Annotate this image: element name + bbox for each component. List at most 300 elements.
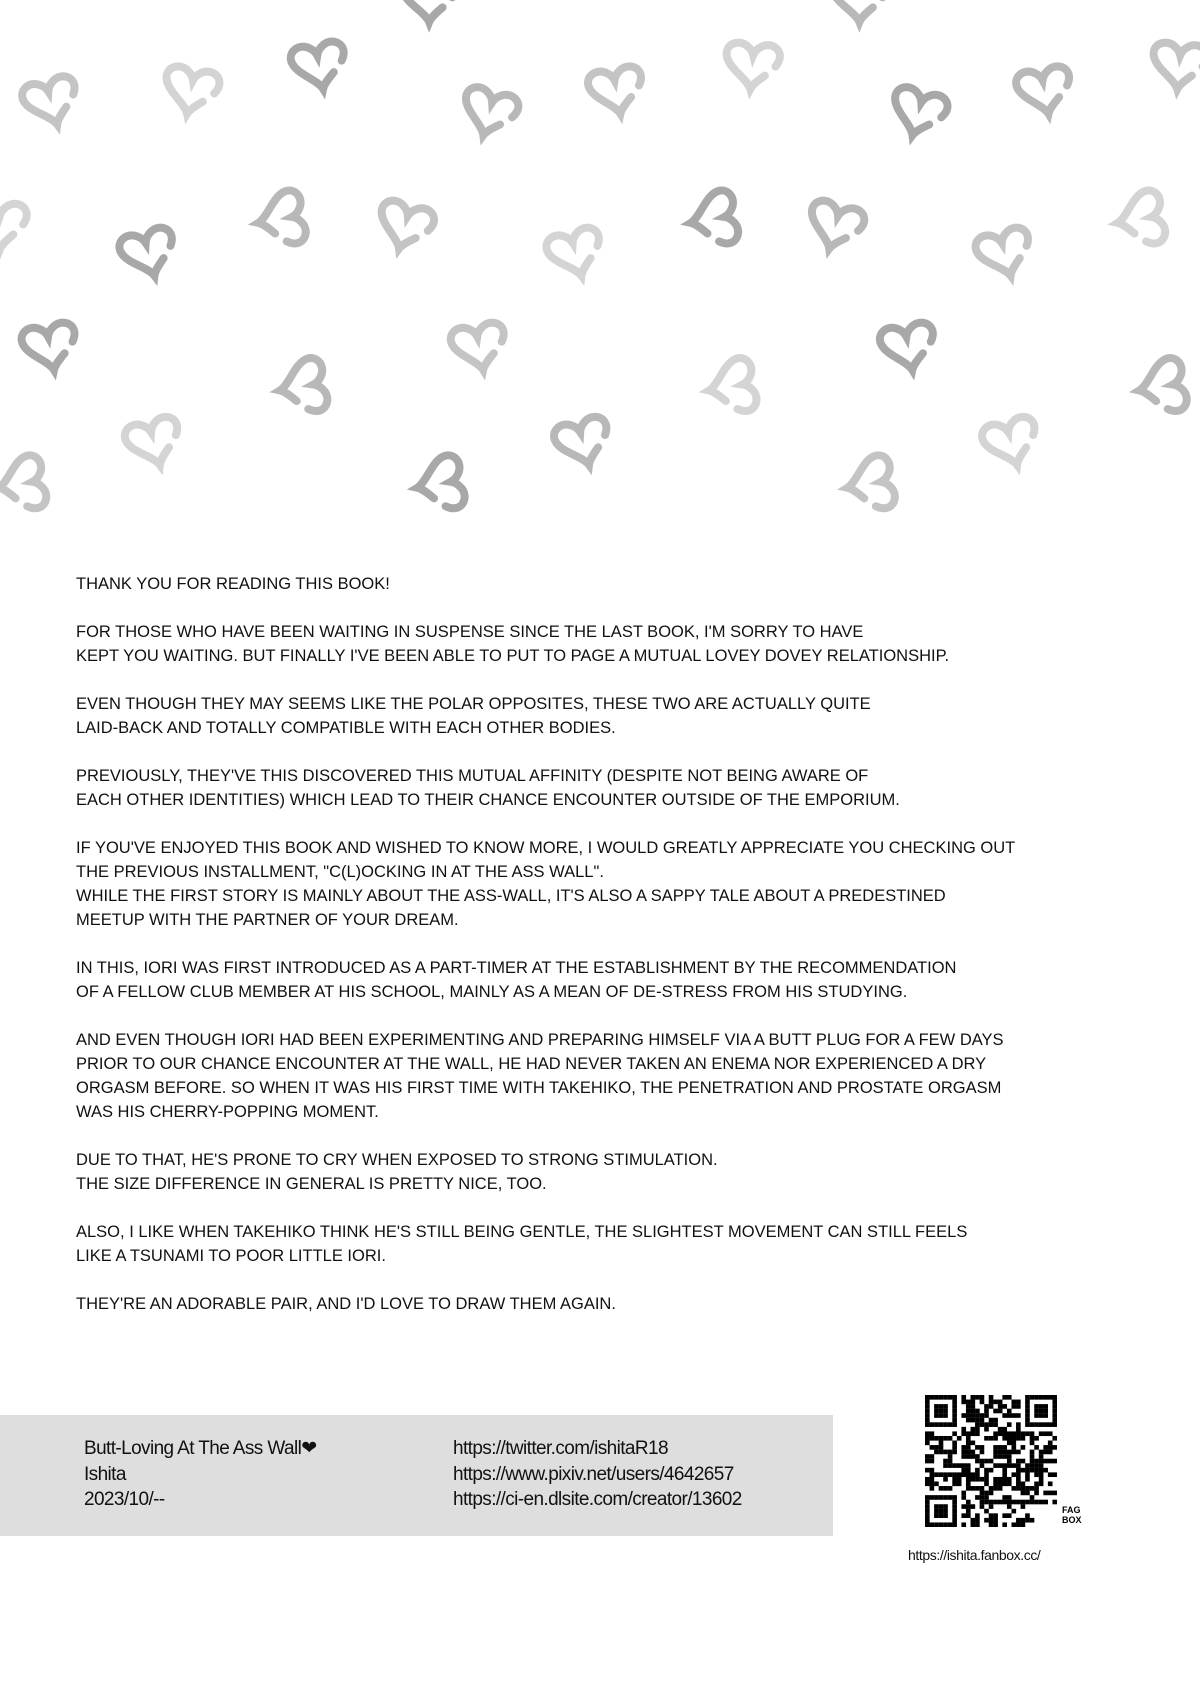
- qr-module: [975, 1445, 980, 1450]
- qr-module: [1011, 1522, 1016, 1527]
- qr-module: [925, 1468, 930, 1473]
- qr-module: [943, 1504, 948, 1509]
- qr-module: [1011, 1500, 1016, 1505]
- qr-module: [998, 1400, 1003, 1405]
- heart-icon: [980, 414, 1043, 472]
- qr-module: [1034, 1409, 1039, 1414]
- heart-icon: [973, 225, 1036, 283]
- qr-module: [925, 1431, 930, 1436]
- qr-module: [930, 1395, 935, 1400]
- qr-module: [966, 1436, 971, 1441]
- qr-module: [966, 1513, 971, 1518]
- qr-module: [952, 1445, 957, 1450]
- qr-module: [989, 1418, 994, 1423]
- qr-module: [993, 1522, 998, 1527]
- qr-module: [930, 1495, 935, 1500]
- qr-module: [1016, 1450, 1021, 1455]
- qr-module: [984, 1409, 989, 1414]
- qr-module: [961, 1513, 966, 1518]
- qr-module: [952, 1404, 957, 1409]
- qr-module: [961, 1522, 966, 1527]
- qr-module: [925, 1518, 930, 1523]
- qr-module: [1048, 1450, 1053, 1455]
- qr-module: [1034, 1468, 1039, 1473]
- qr-module: [966, 1450, 971, 1455]
- qr-module: [957, 1481, 962, 1486]
- qr-module: [989, 1491, 994, 1496]
- qr-module: [925, 1400, 930, 1405]
- heart-icon: [1135, 356, 1189, 416]
- qr-module: [1016, 1427, 1021, 1432]
- qr-module: [966, 1431, 971, 1436]
- qr-module: [952, 1422, 957, 1427]
- qr-label-line: BOX: [1062, 1515, 1082, 1525]
- qr-module: [939, 1409, 944, 1414]
- qr-module: [993, 1500, 998, 1505]
- qr-module: [993, 1422, 998, 1427]
- qr-module: [998, 1427, 1003, 1432]
- qr-module: [975, 1422, 980, 1427]
- qr-module: [998, 1404, 1003, 1409]
- publish-date: 2023/10/--: [84, 1489, 165, 1510]
- qr-module: [925, 1422, 930, 1427]
- heart-icon: [402, 0, 455, 22]
- qr-module: [948, 1436, 953, 1441]
- qr-module: [1039, 1422, 1044, 1427]
- qr-module: [943, 1413, 948, 1418]
- qr-module: [961, 1427, 966, 1432]
- qr-module: [971, 1504, 976, 1509]
- afterword-text: [76, 572, 1196, 1340]
- qr-module: [934, 1395, 939, 1400]
- qr-module: [1052, 1404, 1057, 1409]
- qr-module: [998, 1450, 1003, 1455]
- qr-module: [934, 1422, 939, 1427]
- qr-module: [971, 1472, 976, 1477]
- qr-module: [971, 1518, 976, 1523]
- qr-module: [975, 1454, 980, 1459]
- qr-module: [939, 1486, 944, 1491]
- paragraph: THANK YOU FOR READING THIS BOOK!: [76, 575, 390, 593]
- qr-module: [1021, 1500, 1026, 1505]
- qr-module: [1025, 1409, 1030, 1414]
- qr-module: [925, 1418, 930, 1423]
- qr-module: [1030, 1454, 1035, 1459]
- qr-module: [993, 1463, 998, 1468]
- heart-icon: [254, 189, 308, 249]
- qr-module: [1048, 1459, 1053, 1464]
- qr-module: [993, 1409, 998, 1414]
- qr-module: [984, 1472, 989, 1477]
- qr-module: [1002, 1404, 1007, 1409]
- qr-module: [952, 1504, 957, 1509]
- qr-module: [984, 1427, 989, 1432]
- qr-module: [975, 1486, 980, 1491]
- qr-module: [975, 1418, 980, 1423]
- qr-module: [971, 1409, 976, 1414]
- qr-module: [1039, 1431, 1044, 1436]
- qr-module: [930, 1486, 935, 1491]
- heart-icon: [122, 414, 185, 472]
- qr-module: [934, 1404, 939, 1409]
- qr-module: [1016, 1459, 1021, 1464]
- qr-module: [1011, 1450, 1016, 1455]
- qr-module: [998, 1454, 1003, 1459]
- qr-module: [961, 1463, 966, 1468]
- qr-module: [948, 1522, 953, 1527]
- qr-module: [1011, 1413, 1016, 1418]
- qr-module: [1002, 1513, 1007, 1518]
- qr-module: [966, 1486, 971, 1491]
- qr-module: [1002, 1468, 1007, 1473]
- paragraph: DUE TO THAT, HE'S PRONE TO CRY WHEN EXPOSED TO STRONG STIMULATION. THE SIZE DIFFERENCE IN GENERAL IS PRETTY NICE, TOO.: [76, 1151, 718, 1193]
- qr-module: [930, 1522, 935, 1527]
- qr-module: [1052, 1472, 1057, 1477]
- qr-module: [939, 1504, 944, 1509]
- qr-module: [1002, 1477, 1007, 1482]
- qr-module: [957, 1477, 962, 1482]
- paragraph: IN THIS, IORI WAS FIRST INTRODUCED AS A PART-TIMER AT THE ESTABLISHMENT BY THE RECOMMENDATION OF A FELLOW CLUB MEMBER AT HIS SCHOOL, MAINLY AS A MEAN OF DE-STRESS FROM HIS STUDYING.: [76, 959, 957, 1001]
- qr-module: [1043, 1395, 1048, 1400]
- qr-module: [975, 1518, 980, 1523]
- fanbox-link[interactable]: https://ishita.fanbox.cc/: [908, 1547, 1041, 1563]
- qr-module: [980, 1477, 985, 1482]
- qr-module: [943, 1404, 948, 1409]
- qr-module: [980, 1495, 985, 1500]
- qr-module: [1039, 1454, 1044, 1459]
- qr-module: [934, 1504, 939, 1509]
- qr-module: [1048, 1445, 1053, 1450]
- qr-module: [943, 1459, 948, 1464]
- heart-icon: [803, 198, 866, 256]
- qr-module: [1048, 1481, 1053, 1486]
- qr-module: [1025, 1486, 1030, 1491]
- qr-module: [975, 1468, 980, 1473]
- heart-icon: [117, 225, 180, 283]
- qr-module: [1007, 1500, 1012, 1505]
- qr-module: [1048, 1422, 1053, 1427]
- qr-module: [961, 1495, 966, 1500]
- qr-module: [1021, 1445, 1026, 1450]
- heart-icon: [544, 225, 607, 283]
- ci-en-link[interactable]: https://ci-en.dlsite.com/creator/13602: [453, 1489, 742, 1510]
- qr-module: [961, 1468, 966, 1473]
- qr-module: [1021, 1522, 1026, 1527]
- qr-module: [989, 1468, 994, 1473]
- qr-module: [1002, 1472, 1007, 1477]
- qr-module: [980, 1463, 985, 1468]
- qr-module: [1043, 1404, 1048, 1409]
- qr-module: [925, 1495, 930, 1500]
- qr-module: [966, 1418, 971, 1423]
- qr-module: [1007, 1454, 1012, 1459]
- qr-module: [925, 1404, 930, 1409]
- qr-module: [1039, 1404, 1044, 1409]
- qr-module: [989, 1500, 994, 1505]
- qr-module: [993, 1400, 998, 1405]
- qr-module: [980, 1486, 985, 1491]
- qr-module: [966, 1413, 971, 1418]
- qr-module: [980, 1459, 985, 1464]
- qr-module: [998, 1481, 1003, 1486]
- qr-module: [1007, 1431, 1012, 1436]
- qr-module: [980, 1450, 985, 1455]
- heart-icon: [1113, 189, 1167, 249]
- qr-module: [1011, 1509, 1016, 1514]
- qr-module: [984, 1509, 989, 1514]
- qr-module: [1011, 1404, 1016, 1409]
- heart-icon: [0, 204, 27, 249]
- qr-module: [943, 1509, 948, 1514]
- qr-module: [1052, 1422, 1057, 1427]
- qr-module: [1052, 1436, 1057, 1441]
- qr-module: [961, 1491, 966, 1496]
- qr-module: [1030, 1459, 1035, 1464]
- qr-module: [984, 1518, 989, 1523]
- qr-module: [971, 1427, 976, 1432]
- qr-module: [998, 1409, 1003, 1414]
- qr-module: [930, 1459, 935, 1464]
- qr-module: [948, 1454, 953, 1459]
- twitter-link[interactable]: https://twitter.com/ishitaR18: [453, 1438, 668, 1459]
- qr-module: [989, 1400, 994, 1405]
- qr-module: [939, 1404, 944, 1409]
- qr-module: [925, 1454, 930, 1459]
- qr-module: [1007, 1422, 1012, 1427]
- qr-module: [1025, 1477, 1030, 1482]
- qr-module: [984, 1404, 989, 1409]
- qr-module: [993, 1486, 998, 1491]
- qr-module: [971, 1404, 976, 1409]
- qr-module: [1034, 1463, 1039, 1468]
- qr-module: [948, 1472, 953, 1477]
- qr-module: [1043, 1459, 1048, 1464]
- heart-pattern-background: [0, 0, 1200, 520]
- qr-module: [1021, 1436, 1026, 1441]
- qr-module: [1025, 1395, 1030, 1400]
- pixiv-link[interactable]: https://www.pixiv.net/users/4642657: [453, 1463, 734, 1485]
- qr-module: [939, 1436, 944, 1441]
- qr-module: [966, 1400, 971, 1405]
- qr-module: [1025, 1513, 1030, 1518]
- qr-module: [930, 1472, 935, 1477]
- qr-module: [939, 1472, 944, 1477]
- qr-module: [989, 1522, 994, 1527]
- qr-module: [975, 1472, 980, 1477]
- qr-module: [980, 1422, 985, 1427]
- qr-module: [1021, 1468, 1026, 1473]
- qr-module: [1025, 1500, 1030, 1505]
- qr-module: [925, 1481, 930, 1486]
- qr-module: [966, 1477, 971, 1482]
- qr-code[interactable]: [925, 1395, 1057, 1527]
- qr-module: [971, 1522, 976, 1527]
- qr-module: [948, 1495, 953, 1500]
- heart-icon: [586, 65, 646, 119]
- qr-module: [1016, 1518, 1021, 1523]
- qr-module: [948, 1459, 953, 1464]
- qr-module: [1043, 1491, 1048, 1496]
- qr-module: [980, 1400, 985, 1405]
- qr-module: [1039, 1472, 1044, 1477]
- qr-module: [1007, 1504, 1012, 1509]
- qr-module: [1030, 1395, 1035, 1400]
- qr-module: [925, 1509, 930, 1514]
- qr-module: [1034, 1472, 1039, 1477]
- qr-module: [1025, 1491, 1030, 1496]
- qr-module: [930, 1477, 935, 1482]
- qr-module: [1021, 1518, 1026, 1523]
- colophon-band: [0, 1415, 833, 1536]
- qr-module: [925, 1459, 930, 1464]
- qr-module: [939, 1450, 944, 1455]
- qr-module: [989, 1404, 994, 1409]
- qr-module: [1030, 1463, 1035, 1468]
- qr-module: [1034, 1413, 1039, 1418]
- qr-module: [1007, 1459, 1012, 1464]
- qr-module: [1016, 1404, 1021, 1409]
- qr-module: [1011, 1463, 1016, 1468]
- qr-module: [957, 1463, 962, 1468]
- qr-module: [952, 1463, 957, 1468]
- qr-module: [939, 1513, 944, 1518]
- qr-module: [961, 1472, 966, 1477]
- qr-module: [1039, 1395, 1044, 1400]
- heart-icon: [705, 356, 759, 416]
- qr-module: [1002, 1495, 1007, 1500]
- qr-module: [952, 1500, 957, 1505]
- qr-module: [1025, 1472, 1030, 1477]
- qr-module: [952, 1450, 957, 1455]
- heart-icon: [373, 198, 436, 256]
- qr-module: [1043, 1409, 1048, 1414]
- qr-module: [943, 1436, 948, 1441]
- heart-icon: [1014, 65, 1074, 119]
- qr-module: [971, 1450, 976, 1455]
- paragraph: IF YOU'VE ENJOYED THIS BOOK AND WISHED TO KNOW MORE, I WOULD GREATLY APPRECIATE YOU CHECKING OUT THE PREVIOUS INSTALLMENT, "C(L)OCKING IN AT THE ASS WALL". WHILE THE FIRST STORY IS MAINLY ABOUT THE ASS-WALL, IT'S ALSO A SAPPY TALE ABOUT A PREDESTINED MEETUP WITH THE PARTNER OF YOUR DREAM.: [76, 839, 1016, 929]
- qr-module: [1039, 1468, 1044, 1473]
- qr-module: [925, 1513, 930, 1518]
- qr-module: [1002, 1436, 1007, 1441]
- heart-icon: [887, 85, 950, 143]
- qr-module: [1021, 1504, 1026, 1509]
- qr-module: [1016, 1472, 1021, 1477]
- qr-module: [975, 1495, 980, 1500]
- qr-module: [1002, 1413, 1007, 1418]
- qr-module: [930, 1454, 935, 1459]
- qr-module: [1016, 1436, 1021, 1441]
- qr-module: [961, 1395, 966, 1400]
- qr-module: [1034, 1422, 1039, 1427]
- qr-module: [1016, 1463, 1021, 1468]
- qr-module: [925, 1409, 930, 1414]
- qr-module: [1002, 1427, 1007, 1432]
- qr-module: [925, 1500, 930, 1505]
- paragraph: FOR THOSE WHO HAVE BEEN WAITING IN SUSPENSE SINCE THE LAST BOOK, I'M SORRY TO HAVE KEPT YOU WAITING. BUT FINALLY I'VE BEEN ABLE TO PUT TO PAGE A MUTUAL LOVEY DOVEY RELATIONSHIP.: [76, 623, 950, 665]
- qr-module: [943, 1522, 948, 1527]
- qr-module: [1043, 1450, 1048, 1455]
- qr-module: [1039, 1413, 1044, 1418]
- qr-module: [984, 1422, 989, 1427]
- heart-icon: [20, 321, 80, 375]
- qr-module: [1043, 1422, 1048, 1427]
- qr-label-line: FAG: [1062, 1505, 1081, 1515]
- qr-module: [966, 1504, 971, 1509]
- qr-module: [1043, 1500, 1048, 1505]
- qr-module: [1043, 1445, 1048, 1450]
- qr-module: [930, 1436, 935, 1441]
- qr-module: [1025, 1413, 1030, 1418]
- qr-module: [1043, 1431, 1048, 1436]
- qr-module: [1052, 1491, 1057, 1496]
- paragraph: ALSO, I LIKE WHEN TAKEHIKO THINK HE'S STILL BEING GENTLE, THE SLIGHTEST MOVEMENT CAN STILL FEELS LIKE A TSUNAMI TO POOR LITTLE IORI.: [76, 1223, 968, 1265]
- qr-module: [1039, 1409, 1044, 1414]
- qr-module: [1025, 1431, 1030, 1436]
- heart-icon: [413, 454, 467, 514]
- heart-icon: [458, 85, 521, 143]
- qr-module: [1016, 1422, 1021, 1427]
- qr-module: [939, 1445, 944, 1450]
- qr-module: [984, 1500, 989, 1505]
- qr-module: [1030, 1422, 1035, 1427]
- qr-module: [993, 1436, 998, 1441]
- qr-module: [1034, 1481, 1039, 1486]
- qr-module: [952, 1513, 957, 1518]
- qr-module: [1052, 1445, 1057, 1450]
- qr-module: [984, 1495, 989, 1500]
- qr-fanbox-label: [1062, 1505, 1082, 1525]
- qr-module: [966, 1409, 971, 1414]
- qr-module: [975, 1513, 980, 1518]
- qr-module: [952, 1441, 957, 1446]
- qr-module: [980, 1491, 985, 1496]
- qr-module: [961, 1431, 966, 1436]
- qr-module: [980, 1504, 985, 1509]
- qr-module: [1052, 1395, 1057, 1400]
- qr-module: [975, 1413, 980, 1418]
- qr-module: [989, 1486, 994, 1491]
- qr-module: [1011, 1472, 1016, 1477]
- qr-module: [943, 1422, 948, 1427]
- qr-module: [925, 1413, 930, 1418]
- qr-module: [1052, 1409, 1057, 1414]
- qr-module: [1034, 1459, 1039, 1464]
- qr-module: [1007, 1413, 1012, 1418]
- qr-module: [1034, 1404, 1039, 1409]
- qr-module: [952, 1495, 957, 1500]
- qr-module: [1034, 1436, 1039, 1441]
- qr-module: [925, 1395, 930, 1400]
- qr-module: [934, 1436, 939, 1441]
- qr-module: [984, 1459, 989, 1464]
- qr-module: [971, 1441, 976, 1446]
- heart-icon: [843, 454, 897, 514]
- qr-module: [998, 1463, 1003, 1468]
- qr-module: [952, 1477, 957, 1482]
- qr-module: [989, 1518, 994, 1523]
- heart-icon: [833, 0, 886, 22]
- qr-module: [925, 1477, 930, 1482]
- qr-module: [1016, 1522, 1021, 1527]
- qr-module: [1052, 1459, 1057, 1464]
- qr-module: [1043, 1413, 1048, 1418]
- qr-module: [971, 1486, 976, 1491]
- qr-module: [930, 1468, 935, 1473]
- heart-icon: [275, 356, 329, 416]
- qr-module: [966, 1481, 971, 1486]
- qr-module: [975, 1431, 980, 1436]
- qr-module: [1048, 1395, 1053, 1400]
